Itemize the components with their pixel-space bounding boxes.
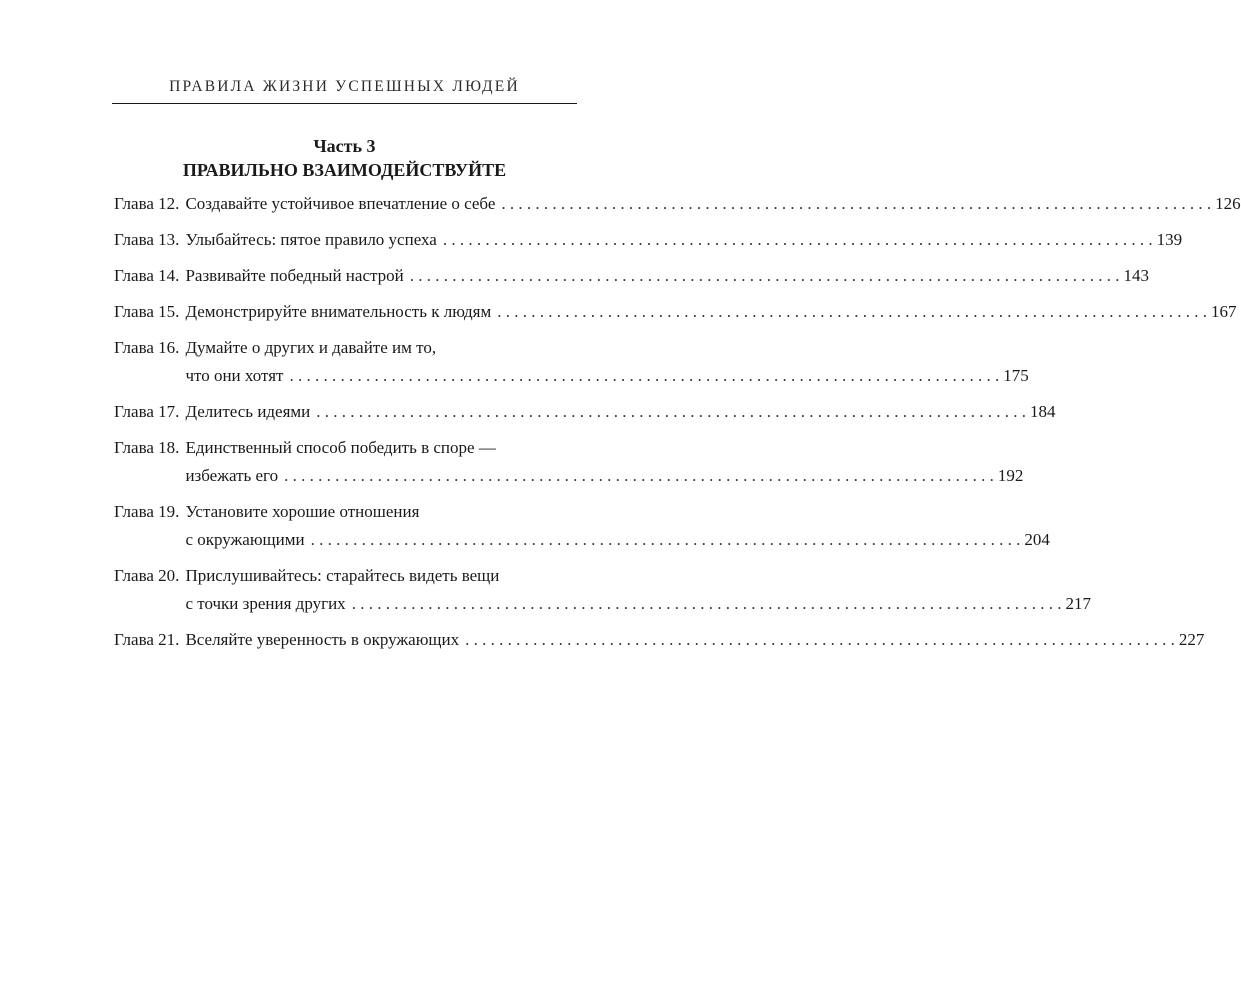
chapter-label: Глава 12. (114, 194, 180, 213)
dot-leader (410, 262, 1120, 290)
page-number: 139 (1156, 230, 1183, 249)
toc-entry (114, 562, 1091, 618)
toc-entry (114, 398, 1056, 426)
table-of-contents (114, 190, 1241, 662)
page-number: 167 (1211, 302, 1237, 321)
chapter-title-line: Вселяйте уверенность в окружающих (185, 630, 460, 649)
chapter-label: Глава 13. (114, 230, 180, 249)
chapter-title-line: Делитесь идеями (185, 402, 311, 421)
chapter-title-block (185, 626, 1205, 654)
toc-entry (114, 498, 1050, 554)
dot-leader (443, 226, 1153, 254)
dot-leader (284, 462, 994, 490)
chapter-title-line: Установите хорошие отношения (185, 502, 420, 521)
chapter-label: Глава 14. (114, 266, 180, 285)
page-number: 184 (1030, 402, 1056, 421)
chapter-title-line: Улыбайтесь: пятое правило успеха (185, 230, 437, 249)
chapter-label: Глава 21. (114, 630, 180, 649)
chapter-title-line: с окружающими (185, 530, 305, 549)
chapter-title-block (185, 298, 1237, 326)
chapter-title-block (185, 262, 1149, 290)
dot-leader (501, 190, 1211, 218)
page-number: 143 (1123, 266, 1149, 285)
toc-entry (114, 262, 1149, 290)
chapter-title-block (185, 226, 1183, 254)
chapter-title-line: избежать его (185, 466, 279, 485)
chapter-title-block (185, 562, 1091, 618)
page-number: 217 (1065, 594, 1091, 613)
header-rule (112, 103, 577, 104)
page-number: 175 (1003, 366, 1029, 385)
dot-leader (289, 362, 999, 390)
chapter-title-line: Прислушивайтесь: старайтесь видеть вещи (185, 566, 500, 585)
chapter-label: Глава 19. (114, 502, 180, 521)
dot-leader (316, 398, 1026, 426)
toc-entry (114, 626, 1205, 654)
chapter-title-line: Единственный способ победить в споре — (185, 438, 496, 457)
chapter-title-block (185, 190, 1241, 218)
toc-entry (114, 334, 1029, 390)
dot-leader (465, 626, 1175, 654)
part-title: ПРАВИЛЬНО ВЗАИМОДЕЙСТВУЙТЕ (182, 160, 507, 180)
chapter-title-block (185, 398, 1056, 426)
chapter-title-block (185, 498, 1050, 554)
chapter-label: Глава 20. (114, 566, 180, 585)
toc-entry (114, 190, 1241, 218)
dot-leader (311, 526, 1021, 554)
page-number: 227 (1178, 630, 1205, 649)
dot-leader (497, 298, 1207, 326)
chapter-title-line: Развивайте победный настрой (185, 266, 404, 285)
chapter-title-line: с точки зрения других (185, 594, 346, 613)
dot-leader (352, 590, 1062, 618)
chapter-label: Глава 16. (114, 338, 180, 357)
chapter-label: Глава 15. (114, 302, 180, 321)
chapter-title-line: Создавайте устойчивое впечатление о себе (185, 194, 496, 213)
chapter-title-block (185, 434, 1024, 490)
chapter-title-line: Думайте о других и давайте им то, (185, 338, 437, 357)
page-number: 126 (1215, 194, 1241, 213)
toc-entry (114, 298, 1237, 326)
toc-entry (114, 226, 1183, 254)
chapter-title-line: что они хотят (185, 366, 284, 385)
chapter-title-line: Демонстрируйте внимательность к людям (185, 302, 492, 321)
chapter-title-block (185, 334, 1029, 390)
chapter-label: Глава 17. (114, 402, 180, 421)
page-number: 204 (1024, 530, 1050, 549)
page-number: 192 (997, 466, 1024, 485)
part-heading (112, 134, 577, 182)
part-number: Часть 3 (313, 136, 376, 156)
toc-entry (114, 434, 1024, 490)
running-head: ПРАВИЛА ЖИЗНИ УСПЕШНЫХ ЛЮДЕЙ (169, 78, 520, 95)
chapter-label: Глава 18. (114, 438, 180, 457)
